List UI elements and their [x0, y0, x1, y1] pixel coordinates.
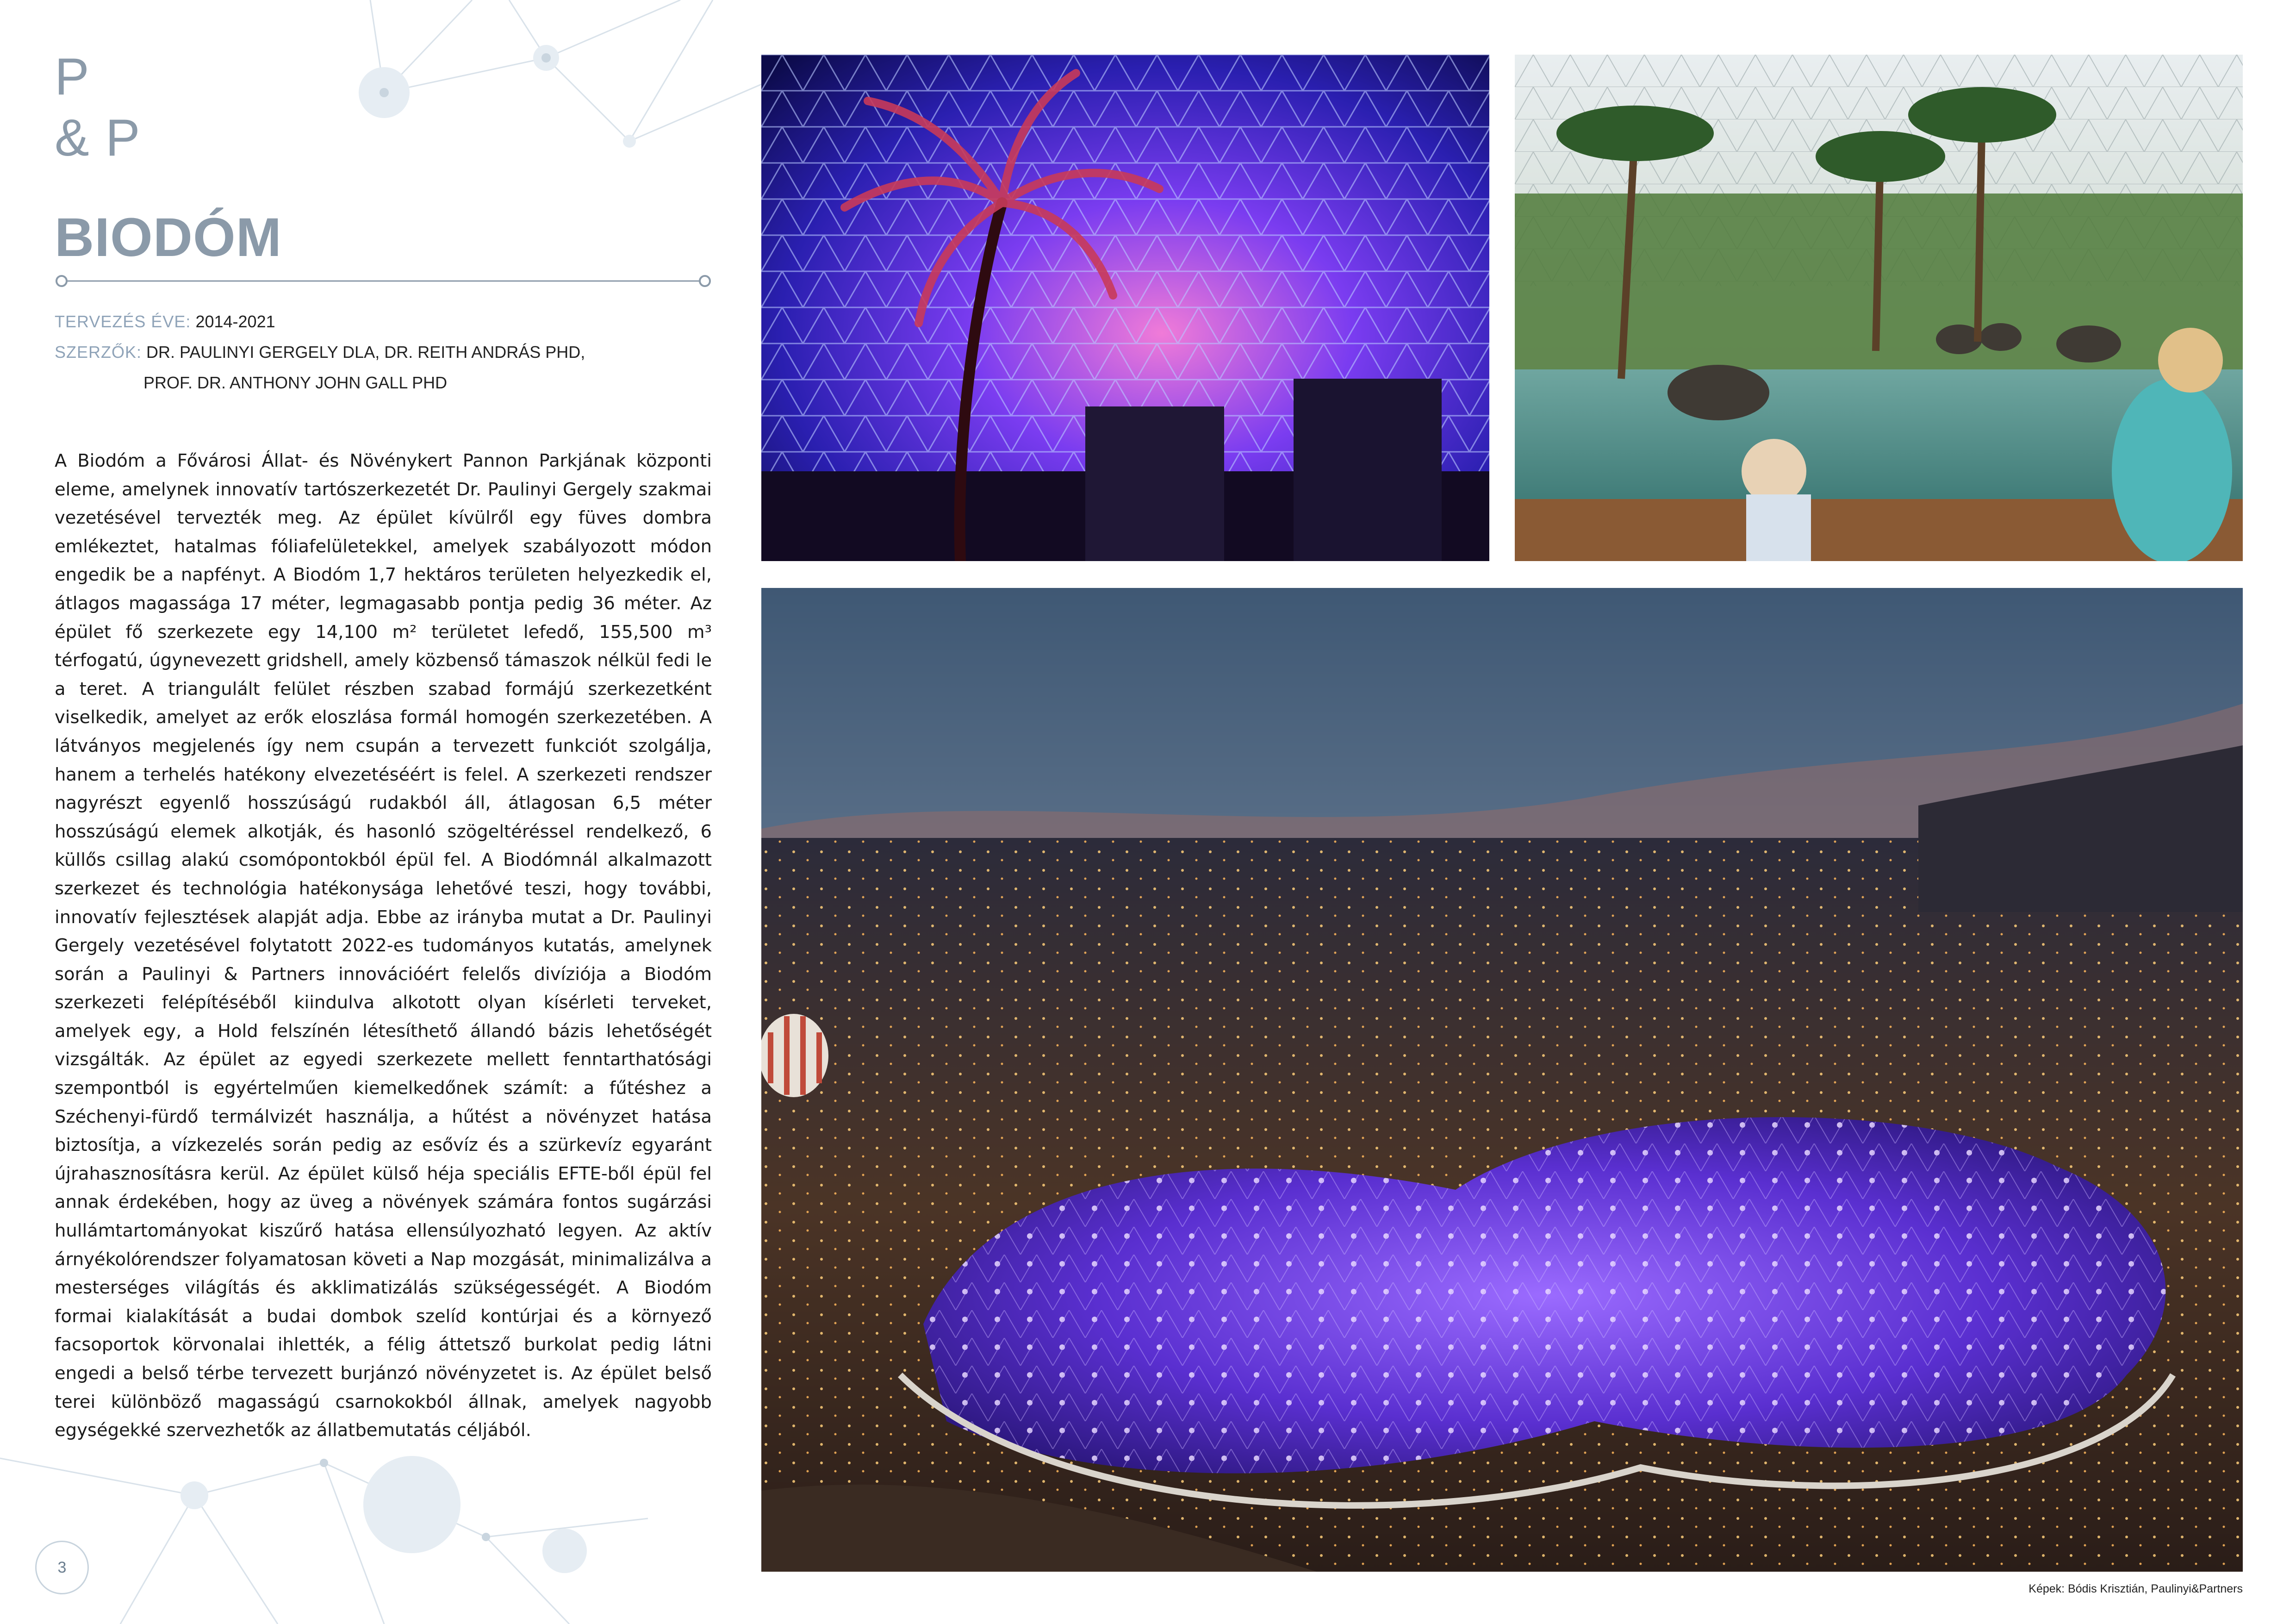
title-divider: [55, 274, 712, 288]
authors-line-2: PROF. DR. ANTHONY JOHN GALL PHD: [143, 373, 448, 392]
page-number: 3: [35, 1541, 89, 1594]
article-body: A Biodóm a Fővárosi Állat- és Növénykert Pannon Parkjának központi eleme, amelynek innovatív tartószerkezetét Dr. Paulinyi Gergely szakmai vezetésével tervezték meg. Az épület kívülről egy füves dombra emlékeztet, hatalmas fóliafelületekkel, amelyek szabályozott módon engedik be a napfényt. A Biodóm 1,7 hektáros területen helyezkedik el, átlagos magassága 17 méter, legmagasabb pontja pedig 36 méter. Az épület fő szerkezete egy 14,100 m² területet lefedő, 155,500 m³ térfogatú, úgynevezett gridshell, amely közbenső támaszok nélkül fedi le a teret. A triangulált felület részben szabad formájú szerkezetként viselkedik, amelyet az erők eloszlása formál homogén szerkezetében. A látványos megjelenés így nem csupán a tervezett funkciót szolgálja, hanem a terhelés hatékony elvezetéséért is felel. A szerkezeti rendszer nagyrészt egyenlő hosszúságú rudakból áll, átlagosan 6,5 méter hosszúságú elemek alkotják, és hasonló szögeltéréssel rendelkező, 6 küllős csillag alakú csomópontokból épül fel. A Biodómnál alkalmazott szerkezet és technológia hatékonysága lehetővé teszi, hogy további, innovatív fejlesztések alapját adja. Ebbe az irányba mutat a Dr. Paulinyi Gergely vezetésével folytatott 2022-es tudományos kutatás, amelynek során a Paulinyi & Partners innovációért felelős divíziója a Biodóm szerkezeti felépítéséből kiindulva alkotott olyan kísérleti terveket, amelyek egy, a Hold felszínén létesíthető állandó bázis lehetőségét vizsgálták. Az épület az egyedi szerkezete mellett fenntarthatósági szempontból is egyértelműen kiemelkedőnek számít: a fűtéshez a Széchenyi-fürdő termálvizét használja, a hűtést a növényzet hatása biztosítja, a vízkezelés során pedig az esővíz és a szürkevíz egyaránt újrahasznosításra kerül. Az épület külső héja speciális EFTE-ből épül fel annak érdekében, hogy az üveg a növények számára fontos sugárzási hullámtartományokat kiszűrő hatása ellensúlyozható legyen. Az aktív árnyékolórendszer folyamatosan követi a Nap mozgását, minimalizálva a mesterséges világítás és akklimatizálás szükségességét. A Biodóm formai kialakítását a budai dombok szelíd kontúrjai és a környező facsoportok körvonalai ihlették, a félig áttetsző burkolat pedig látni engedi a belső térbe tervezett burjánzó növényzetet is. Az épület belső terei különböző magasságú csarnokokból állnak, amelyek nagyobb egységekké szervezhetők az állatbemutatás céljából.: [55, 450, 712, 1441]
project-meta: [55, 306, 726, 398]
biodome-aerial-night-photo: [761, 588, 2243, 1572]
brand-line-2: & P: [55, 109, 141, 167]
design-year-value: 2014-2021: [195, 312, 275, 331]
authors-label: SZERZŐK:: [55, 343, 142, 362]
dome-interior-night-photo: [761, 55, 1489, 561]
authors-row-2: [55, 368, 726, 398]
design-year-row: [55, 306, 726, 337]
brand-logo: [55, 46, 141, 169]
authors-line-1: DR. PAULINYI GERGELY DLA, DR. REITH ANDRÁS PHD,: [146, 343, 585, 362]
design-year-label: TERVEZÉS ÉVE:: [55, 312, 191, 331]
authors-row: [55, 337, 726, 368]
page-title: BIODÓM: [55, 207, 282, 268]
dome-interior-elephants-photo: [1515, 55, 2243, 561]
brand-line-1: P: [55, 48, 90, 106]
photo-credit: Képek: Bódis Krisztián, Paulinyi&Partners: [2028, 1582, 2243, 1595]
